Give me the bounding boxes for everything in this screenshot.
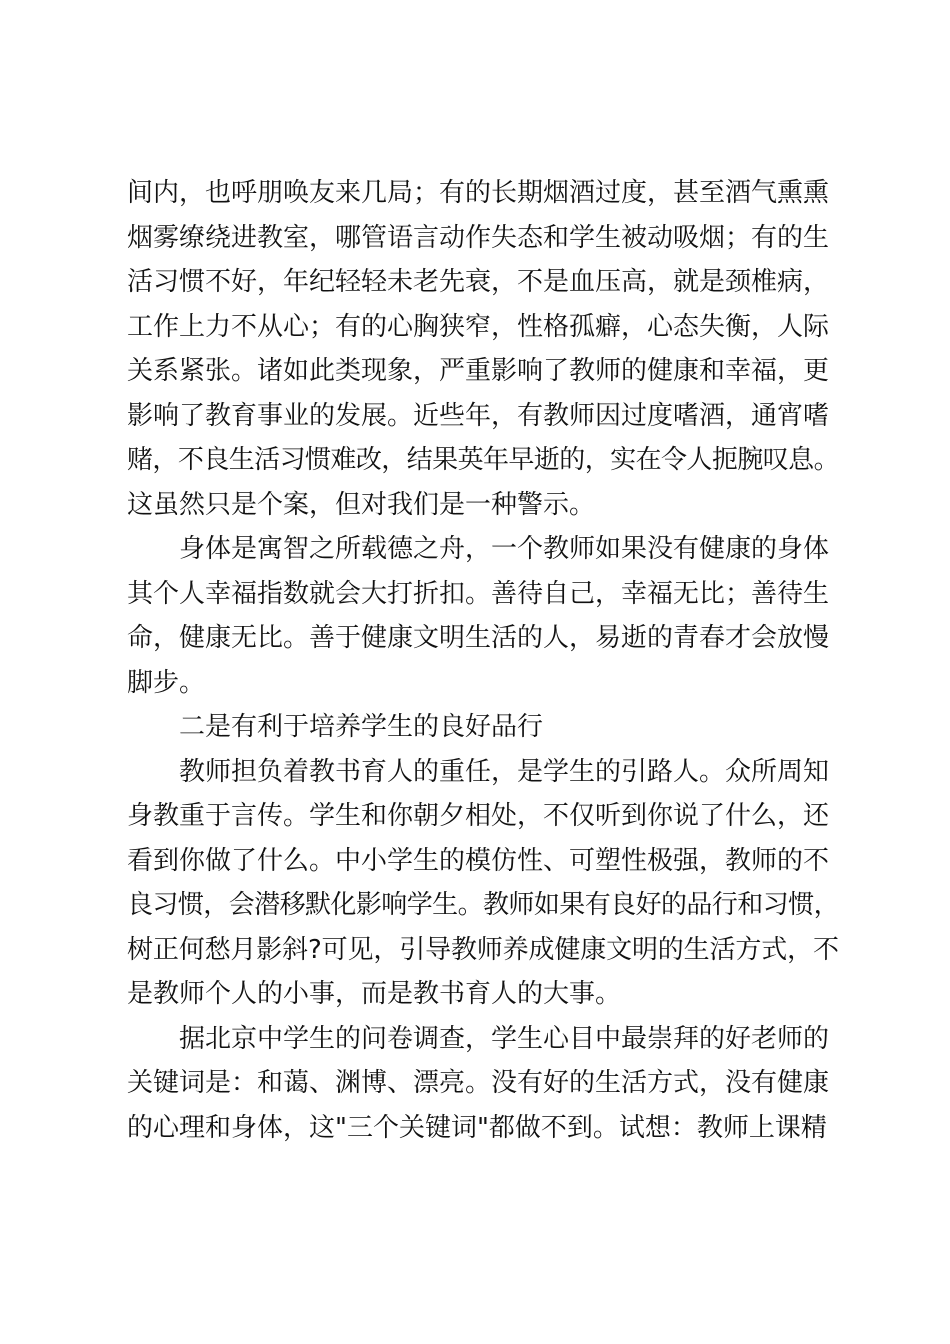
text-line: 影响了教育事业的发展。近些年，有教师因过度嗜酒，通宵嗜 bbox=[127, 400, 830, 431]
paragraph-1 bbox=[127, 171, 839, 527]
text-line: 看到你做了什么。中小学生的模仿性、可塑性极强，教师的不 bbox=[127, 845, 830, 876]
text-line: 活习惯不好，年纪轻轻未老先衰，不是血压高，就是颈椎病， bbox=[127, 267, 830, 297]
text-line: 其个人幸福指数就会大打折扣。善待自己，幸福无比；善待生 bbox=[127, 578, 830, 609]
text-line: 脚步。 bbox=[127, 667, 206, 698]
text-line: 这虽然只是个案，但对我们是一种警示。 bbox=[127, 489, 596, 520]
text-line: 命，健康无比。善于健康文明生活的人，易逝的青春才会放慢 bbox=[127, 623, 830, 653]
document-body bbox=[127, 171, 839, 1150]
text-line: 教师担负着教书育人的重任，是学生的引路人。众所周知 bbox=[179, 756, 830, 787]
text-line: 是教师个人的小事，而是教书育人的大事。 bbox=[127, 979, 622, 1009]
text-line: 身体是寓智之所载德之舟，一个教师如果没有健康的身体 bbox=[179, 534, 830, 564]
text-line: 关系紧张。诸如此类现象，严重影响了教师的健康和幸福，更 bbox=[127, 356, 830, 386]
heading-line: 二是有利于培养学生的良好品行 bbox=[179, 712, 544, 742]
paragraph-2 bbox=[127, 527, 839, 705]
text-line: 的心理和身体，这"三个关键词"都做不到。试想：教师上课精 bbox=[127, 1112, 827, 1143]
text-line: 赌，不良生活习惯难改，结果英年早逝的，实在令人扼腕叹息。 bbox=[127, 445, 840, 475]
text-line: 据北京中学生的问卷调查，学生心目中最崇拜的好老师的 bbox=[179, 1023, 830, 1054]
text-line: 工作上力不从心；有的心胸狭窄，性格孤癖，心态失衡，人际 bbox=[127, 311, 830, 342]
text-line: 间内，也呼朋唤友来几局；有的长期烟酒过度，甚至酒气熏熏 bbox=[127, 178, 830, 208]
text-line: 树正何愁月影斜?可见，引导教师养成健康文明的生活方式，不 bbox=[127, 934, 839, 965]
section-heading bbox=[127, 705, 839, 750]
text-line: 身教重于言传。学生和你朝夕相处，不仅听到你说了什么，还 bbox=[127, 801, 830, 831]
text-line: 关键词是：和蔼、渊博、漂亮。没有好的生活方式，没有健康 bbox=[127, 1068, 830, 1098]
paragraph-3 bbox=[127, 750, 839, 1017]
text-line: 良习惯，会潜移默化影响学生。教师如果有良好的品行和习惯， bbox=[127, 890, 840, 920]
paragraph-4 bbox=[127, 1017, 839, 1151]
text-line: 烟雾缭绕进教室，哪管语言动作失态和学生被动吸烟；有的生 bbox=[127, 222, 830, 253]
